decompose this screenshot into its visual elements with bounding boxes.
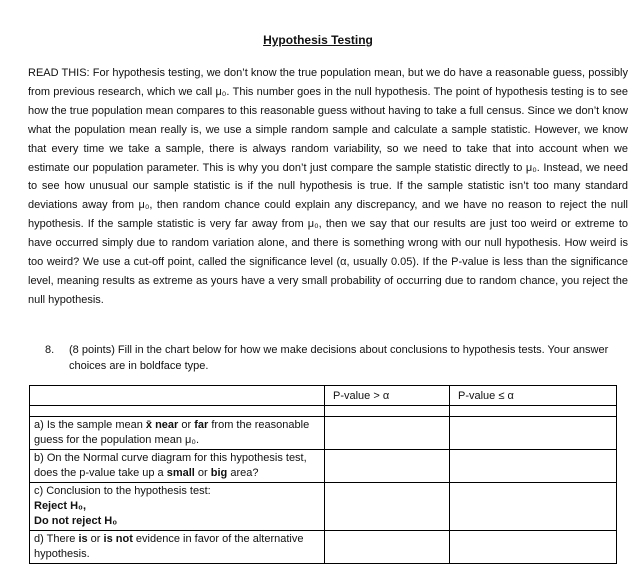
row-a-text-4: from the reasonable guess for the population mean μ₀. [34,419,310,446]
spacer-row [30,406,617,417]
row-c-not-reject: Do not reject H₀ [34,515,118,527]
question-text: (8 points) Fill in the chart below for how we make decisions about conclusions to hypothesis tests. Your answer choices are in boldface type. [69,344,609,372]
row-d-text-3: evidence in favor of the alternative hypothesis. [34,533,304,560]
question-8 [45,342,620,374]
row-b [30,450,617,483]
row-c [30,483,617,531]
row-a-xbar: x̄ [145,419,153,431]
row-d [30,531,617,564]
row-a [30,417,617,450]
header-pvalue-less-equal: P-value ≤ α [450,386,617,406]
row-d-text-2: or [87,533,104,545]
row-c-reject: Reject H₀, [34,500,87,512]
row-a-near: near [155,419,179,431]
row-d-is-not: is not [103,533,133,545]
row-b-small: small [166,467,195,479]
row-d-text-1: d) There [34,533,79,545]
question-number: 8. [45,344,55,356]
row-b-question [30,450,325,483]
spacer-cell [450,406,617,417]
row-a-far: far [194,419,209,431]
row-c-line1: c) Conclusion to the hypothesis test: [34,485,211,497]
row-d-answer-greater[interactable] [325,531,450,564]
row-b-text-3: area? [227,467,259,479]
row-c-answer-less-equal[interactable] [450,483,617,531]
row-b-big: big [210,467,228,479]
row-c-question [30,483,325,531]
row-d-question [30,531,325,564]
row-d-answer-less-equal[interactable] [450,531,617,564]
spacer-cell [30,406,325,417]
row-d-is: is [78,533,88,545]
decision-chart [29,385,617,564]
header-blank [30,386,325,406]
header-pvalue-greater: P-value > α [325,386,450,406]
spacer-cell [325,406,450,417]
row-a-answer-less-equal[interactable] [450,417,617,450]
row-c-answer-greater[interactable] [325,483,450,531]
row-a-text-3: or [178,419,195,431]
page-title: Hypothesis Testing [263,33,373,47]
row-a-answer-greater[interactable] [325,417,450,450]
intro-paragraph: READ THIS: For hypothesis testing, we don’t know the true population mean, but we do have a reasonable guess, possibly from previous research, which we call μ₀. This number goes in the null hypothesis. The point of hypothesis testing is to see how the true population mean compares to this reasonable guess without having to take a full census. Since we don’t know what the population mean really is, we use a simple random sample and calculate a sample statistic. However, we know that every time we take a sample, there is always random variability, so we need to take that into account when we estimate our population parameter. This is why you don’t just compare the sample statistic directly to μ₀. Instead, we need to see how unusual our sample statistic is if the null hypothesis is true. If the sample statistic isn’t too many standard deviations away from μ₀, then random chance could explain any discrepancy, and we have no reason to reject the null hypothesis. If the sample statistic is very far away from μ₀, then we say that our results are just too weird or extreme to have occurred simply due to random variation alone, and there is something wrong with our null hypothesis. How weird is too weird? We use a cut-off point, called the significance level (α, usually 0.05). If the P-value is less than the significance level, meaning results as extreme as yours have a very small probability of occurring due to random chance, you reject the null hypothesis. [28,67,628,306]
row-b-text-1: b) On the Normal curve diagram for this hypothesis test, does the p-value take up a [34,452,307,479]
row-b-answer-greater[interactable] [325,450,450,483]
row-b-answer-less-equal[interactable] [450,450,617,483]
header-row [30,386,617,406]
row-a-text-1: a) Is the sample mean [34,419,146,431]
row-a-question [30,417,325,450]
row-b-text-2: or [194,467,211,479]
